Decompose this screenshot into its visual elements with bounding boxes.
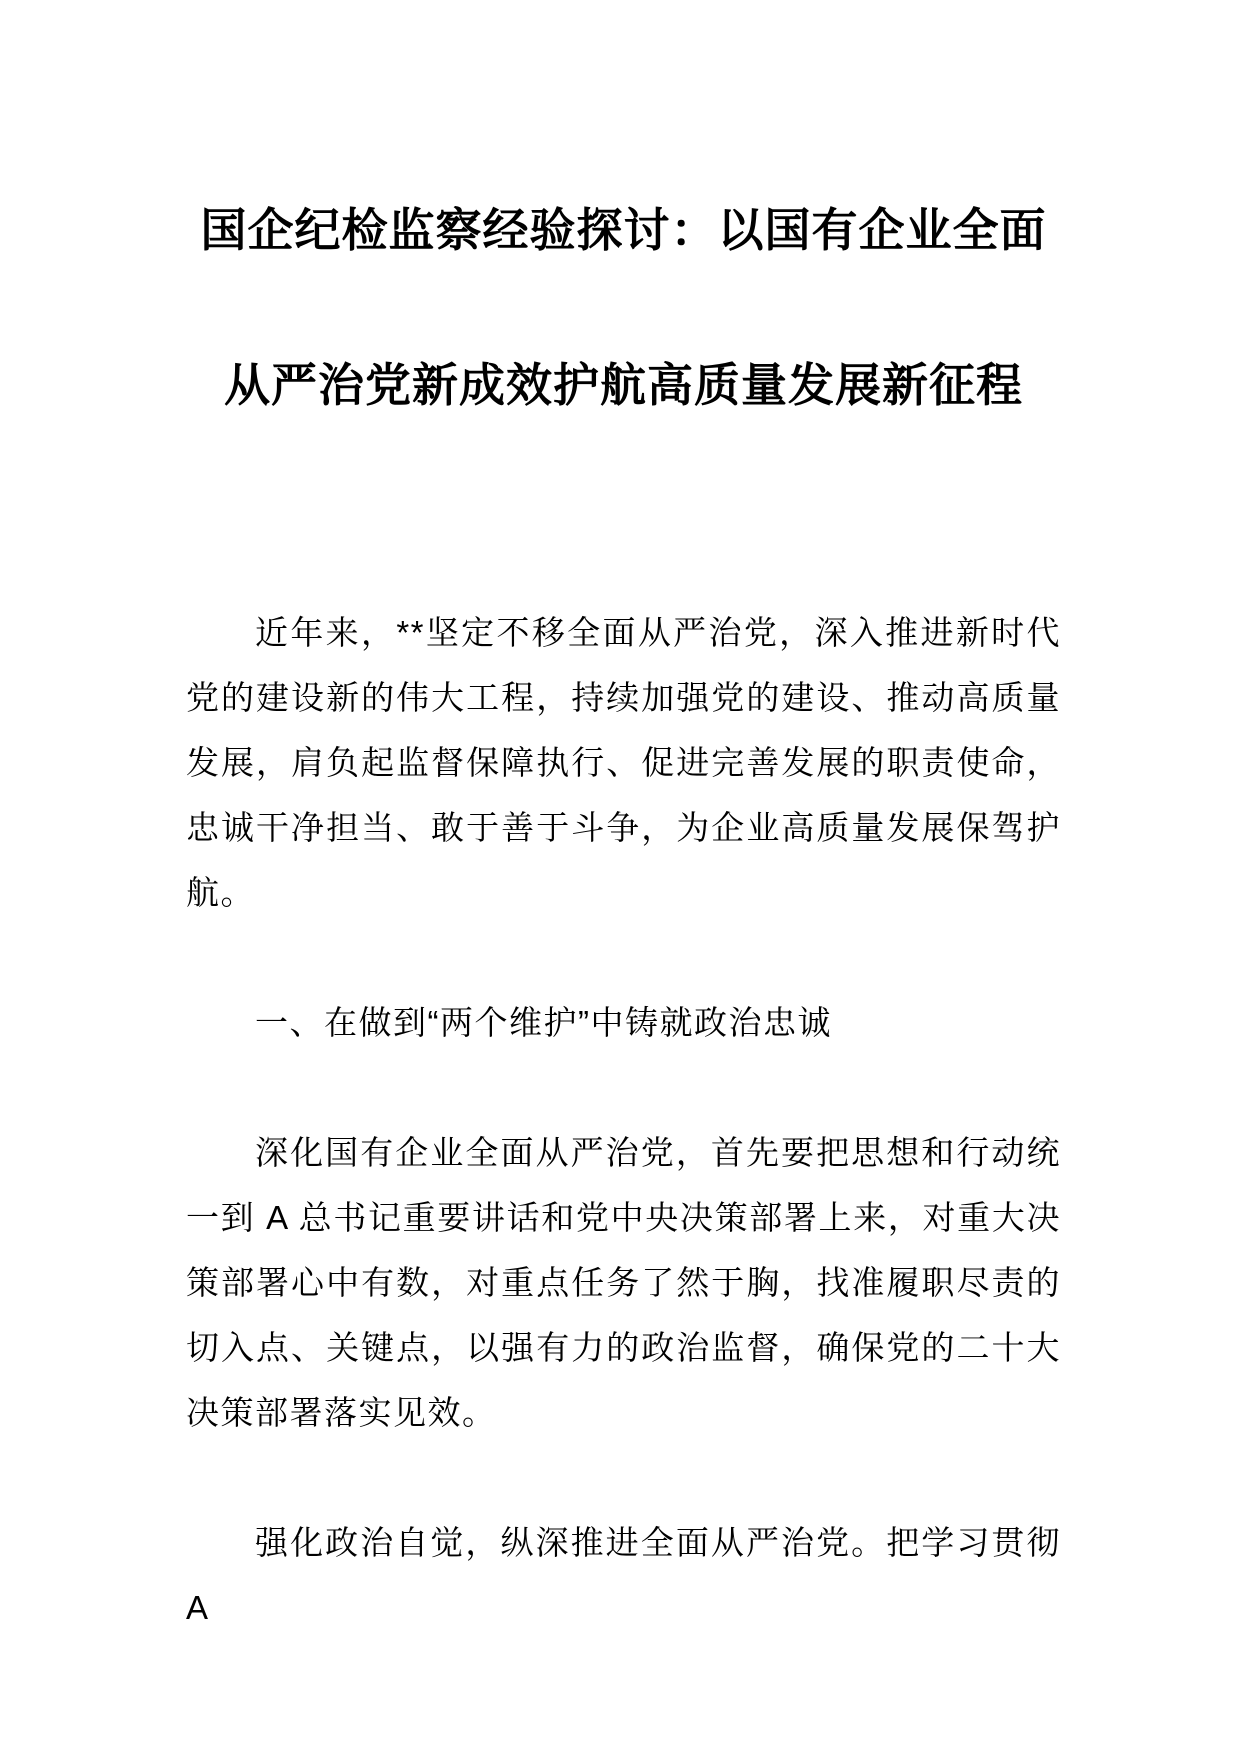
document-title <box>186 153 1061 463</box>
paragraph-intro: 近年来，**坚定不移全面从严治党，深入推进新时代党的建设新的伟大工程，持续加强党的建设、推动高质量发展，肩负起监督保障执行、促进完善发展的职责使命，忠诚干净担当、敢于善于斗争，为企业高质量发展保驾护航。 <box>186 614 1061 911</box>
paragraph-section1-b: 强化政治自觉，纵深推进全面从严治党。把学习贯彻 A <box>186 1524 1061 1626</box>
paragraph-section1-a: 深化国有企业全面从严治党，首先要把思想和行动统一到 A 总书记重要讲话和党中央决策部署上来，对重大决策部署心中有数，对重点任务了然于胸，找准履职尽责的切入点、关键点，以强有力的政治监督，确保党的二十大决策部署落实见效。 <box>186 1134 1061 1431</box>
document-title-line-1: 国企纪检监察经验探讨：以国有企业全面 <box>200 204 1047 256</box>
document-title-line-2: 从严治党新成效护航高质量发展新征程 <box>224 359 1023 411</box>
section-heading-1: 一、在做到“两个维护”中铸就政治忠诚 <box>255 1004 832 1041</box>
